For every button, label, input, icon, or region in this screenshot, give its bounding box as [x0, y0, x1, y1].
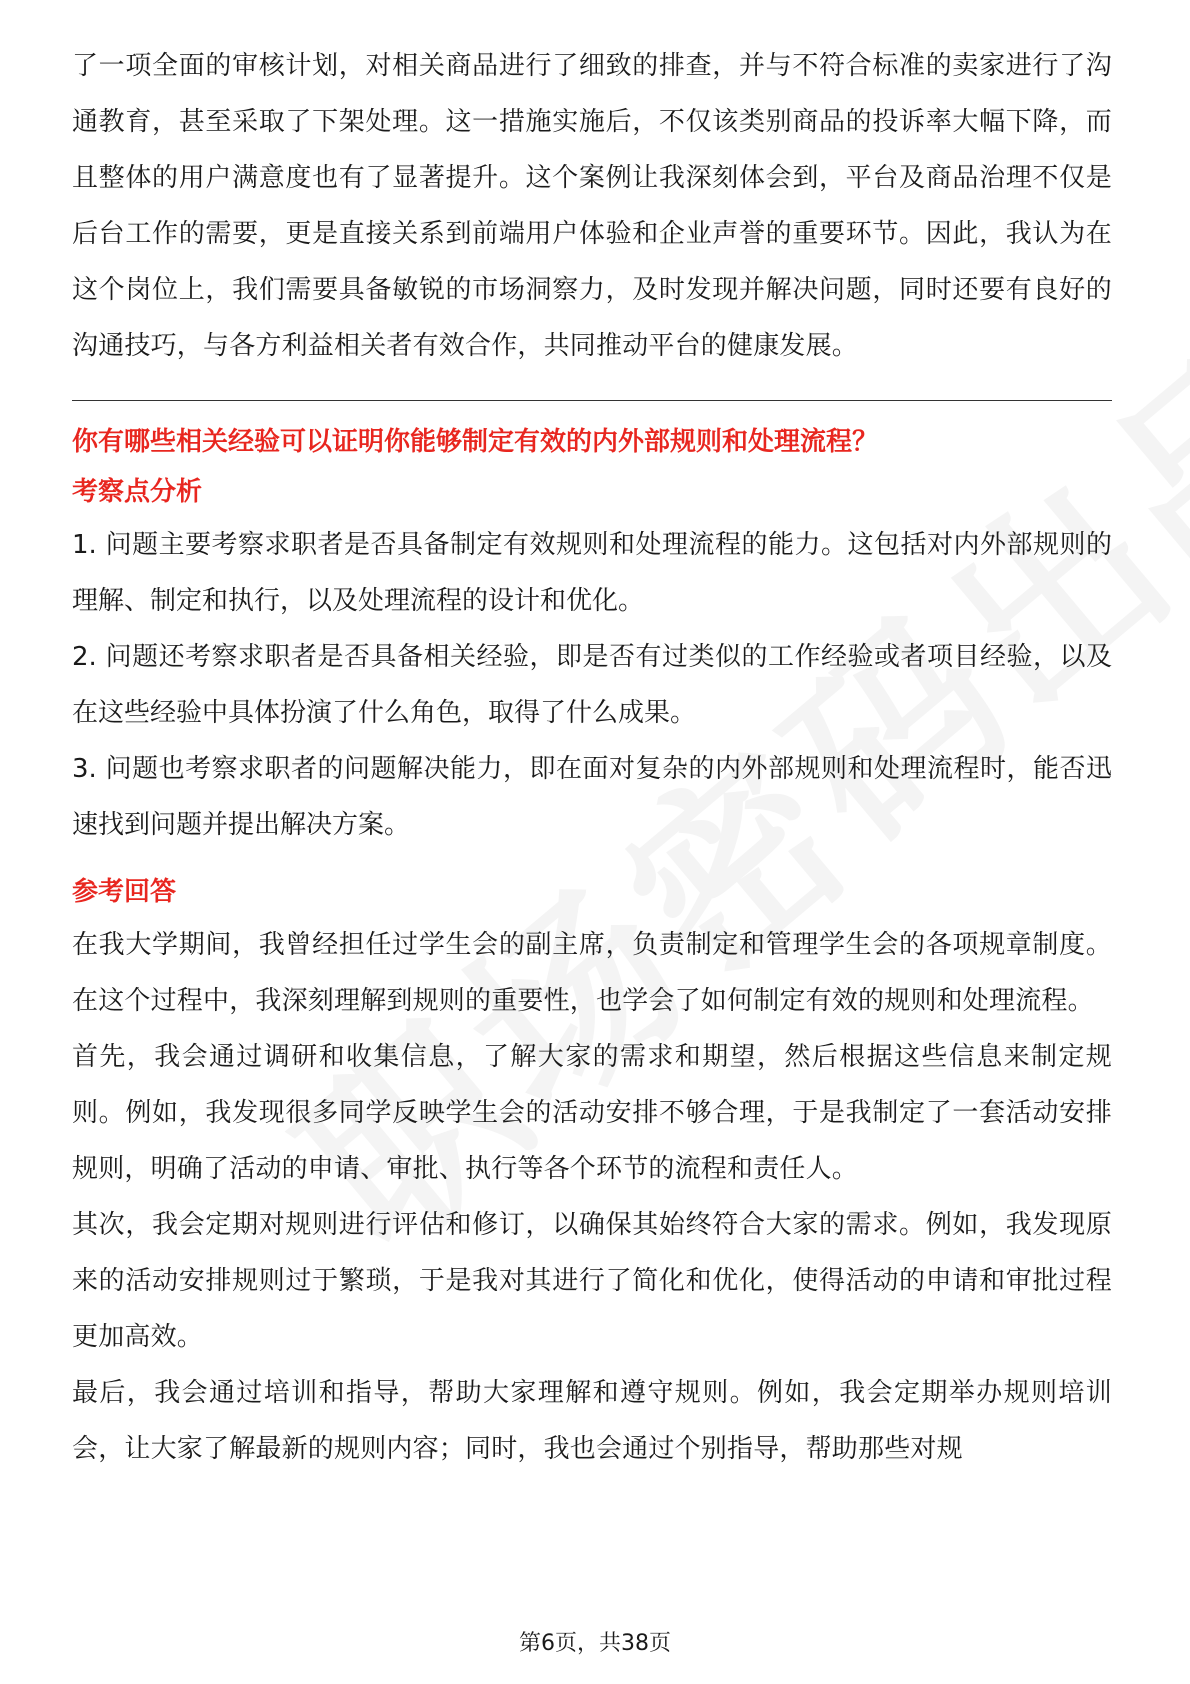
- answer-paragraph: 首先，我会通过调研和收集信息，了解大家的需求和期望，然后根据这些信息来制定规则。例如，我发现很多同学反映学生会的活动安排不够合理，于是我制定了一套活动安排规则，明确了活动的申请、审批、执行等各个环节的流程和责任人。: [72, 1042, 1112, 1184]
- question-heading: 你有哪些相关经验可以证明你能够制定有效的内外部规则和处理流程？: [72, 427, 879, 457]
- page-number: 第6页，共38页: [519, 1631, 671, 1656]
- analysis-title: 考察点分析: [72, 477, 203, 507]
- answer-paragraph: 其次，我会定期对规则进行评估和修订，以确保其始终符合大家的需求。例如，我发现原来的活动安排规则过于繁琐，于是我对其进行了简化和优化，使得活动的申请和审批过程更加高效。: [72, 1210, 1112, 1352]
- analysis-point: 2. 问题还考察求职者是否具备相关经验，即是否有过类似的工作经验或者项目经验，以及在这些经验中具体扮演了什么角色，取得了什么成果。: [72, 642, 1112, 728]
- analysis-point: 3. 问题也考察求职者的问题解决能力，即在面对复杂的内外部规则和处理流程时，能否迅速找到问题并提出解决方案。: [72, 754, 1112, 840]
- answer-title: 参考回答: [72, 877, 177, 907]
- intro-paragraph: 了一项全面的审核计划，对相关商品进行了细致的排查，并与不符合标准的卖家进行了沟通教育，甚至采取了下架处理。这一措施实施后，不仅该类别商品的投诉率大幅下降，而且整体的用户满意度也有了显著提升。这个案例让我深刻体会到，平台及商品治理不仅是后台工作的需要，更是直接关系到前端用户体验和企业声誉的重要环节。因此，我认为在这个岗位上，我们需要具备敏锐的市场洞察力，及时发现并解决问题，同时还要有良好的沟通技巧，与各方利益相关者有效合作，共同推动平台的健康发展。: [72, 51, 1112, 361]
- analysis-point: 1. 问题主要考察求职者是否具备制定有效规则和处理流程的能力。这包括对内外部规则的理解、制定和执行，以及处理流程的设计和优化。: [72, 530, 1112, 616]
- answer-paragraph: 最后，我会通过培训和指导，帮助大家理解和遵守规则。例如，我会定期举办规则培训会，让大家了解最新的规则内容；同时，我也会通过个别指导，帮助那些对规: [72, 1378, 1112, 1464]
- section-divider: [72, 400, 1112, 401]
- page-content: [72, 38, 1112, 1477]
- answer-paragraph: 在我大学期间，我曾经担任过学生会的副主席，负责制定和管理学生会的各项规章制度。在这个过程中，我深刻理解到规则的重要性，也学会了如何制定有效的规则和处理流程。: [72, 930, 1112, 1016]
- section-gap: [72, 853, 1112, 867]
